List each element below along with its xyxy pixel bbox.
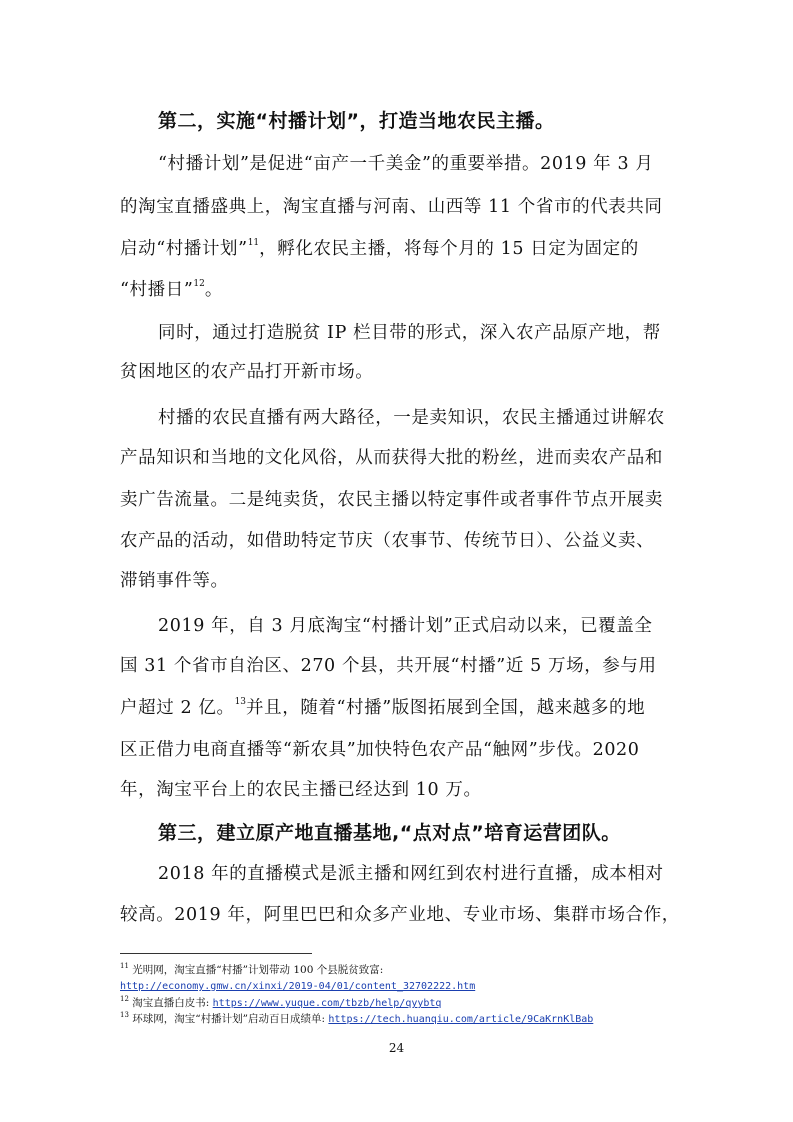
paragraph-line: 区正借力电商直播等“新农具”加快特色农产品“触网”步伐。2020 xyxy=(120,740,640,760)
paragraph-line xyxy=(120,235,639,260)
text-fragment: “村播日” xyxy=(120,280,194,300)
paragraph-line: 农产品的活动，如借助特定节庆（农事节、传统节日）、公益义卖、 xyxy=(120,531,655,551)
page-number: 24 xyxy=(388,1041,405,1055)
paragraph-line: 村播的农民直播有两大路径，一是卖知识，农民主播通过讲解农 xyxy=(158,408,665,428)
footnote-12 xyxy=(120,995,441,1010)
paragraph-line: 2019 年，自 3 月底淘宝“村播计划”正式启动以来，已覆盖全 xyxy=(158,616,653,636)
footnote-11-link-line xyxy=(120,980,475,992)
footnote-text: 光明网，淘宝直播“村播”计划带动 100 个县脱贫致富: xyxy=(132,964,384,976)
paragraph-line xyxy=(120,694,645,719)
text-fragment: ，孵化农民主播，将每个月的 15 日定为固定的 xyxy=(259,239,639,259)
text-fragment: 。 xyxy=(204,280,223,300)
paragraph-line: 2018 年的直播模式是派主播和网红到农村进行直播，成本相对 xyxy=(158,864,664,884)
footnote-link[interactable]: http://economy.gmw.cn/xinxi/2019-04/01/content_32702222.htm xyxy=(120,981,476,992)
paragraph-line: “村播计划”是促进“亩产一千美金”的重要举措。2019 年 3 月 xyxy=(158,154,654,174)
footnote-11 xyxy=(120,962,383,977)
paragraph-line: 国 31 个省市自治区、270 个县，共开展“村播”近 5 万场，参与用 xyxy=(120,656,657,676)
text-fragment: 并且，随着“村播”版图拓展到全国，越来越多的地 xyxy=(246,698,646,718)
footnote-number: 12 xyxy=(120,995,129,1003)
text-fragment: 户超过 2 亿。 xyxy=(120,698,235,718)
footnote-link[interactable]: https://www.yuque.com/tbzb/help/qyybtq xyxy=(212,998,442,1009)
footnote-ref-11[interactable]: 11 xyxy=(247,238,260,248)
footnote-13 xyxy=(120,1011,593,1026)
footnote-ref-13[interactable]: 13 xyxy=(234,697,247,707)
footnote-number: 11 xyxy=(120,962,129,970)
paragraph-line: 滞销事件等。 xyxy=(120,571,229,591)
paragraph-line: 的淘宝直播盛典上，淘宝直播与河南、山西等 11 个省市的代表共同 xyxy=(120,197,663,217)
footnote-ref-12[interactable]: 12 xyxy=(193,279,205,289)
paragraph-line xyxy=(120,276,223,301)
paragraph-line: 同时，通过打造脱贫 IP 栏目带的形式，深入农产品原产地，帮 xyxy=(158,323,661,343)
paragraph-line: 贫困地区的农产品打开新市场。 xyxy=(120,362,374,382)
section-heading-2: 第二，实施“村播计划”，打造当地农民主播。 xyxy=(158,110,555,132)
text-fragment: 启动“村播计划” xyxy=(120,239,248,259)
section-heading-3: 第三，建立原产地直播基地,“点对点”培育运营团队。 xyxy=(158,822,621,844)
paragraph-line: 年，淘宝平台上的农民主播已经达到 10 万。 xyxy=(120,780,482,800)
paragraph-line: 较高。2019 年，阿里巴巴和众多产业地、专业市场、集群市场合作， xyxy=(120,905,680,925)
paragraph-line: 卖广告流量。二是纯卖货，农民主播以特定事件或者事件节点开展卖 xyxy=(120,490,663,510)
footnote-separator xyxy=(120,953,312,954)
footnote-number: 13 xyxy=(120,1011,129,1019)
footnote-text: 环球网，淘宝“村播计划”启动百日成绩单: xyxy=(132,1013,326,1025)
footnote-link[interactable]: https://tech.huanqiu.com/article/9CaKrnKlBab xyxy=(328,1014,594,1025)
paragraph-line: 产品知识和当地的文化风俗，从而获得大批的粉丝，进而卖农产品和 xyxy=(120,448,663,468)
footnote-text: 淘宝直播白皮书: xyxy=(132,997,210,1009)
